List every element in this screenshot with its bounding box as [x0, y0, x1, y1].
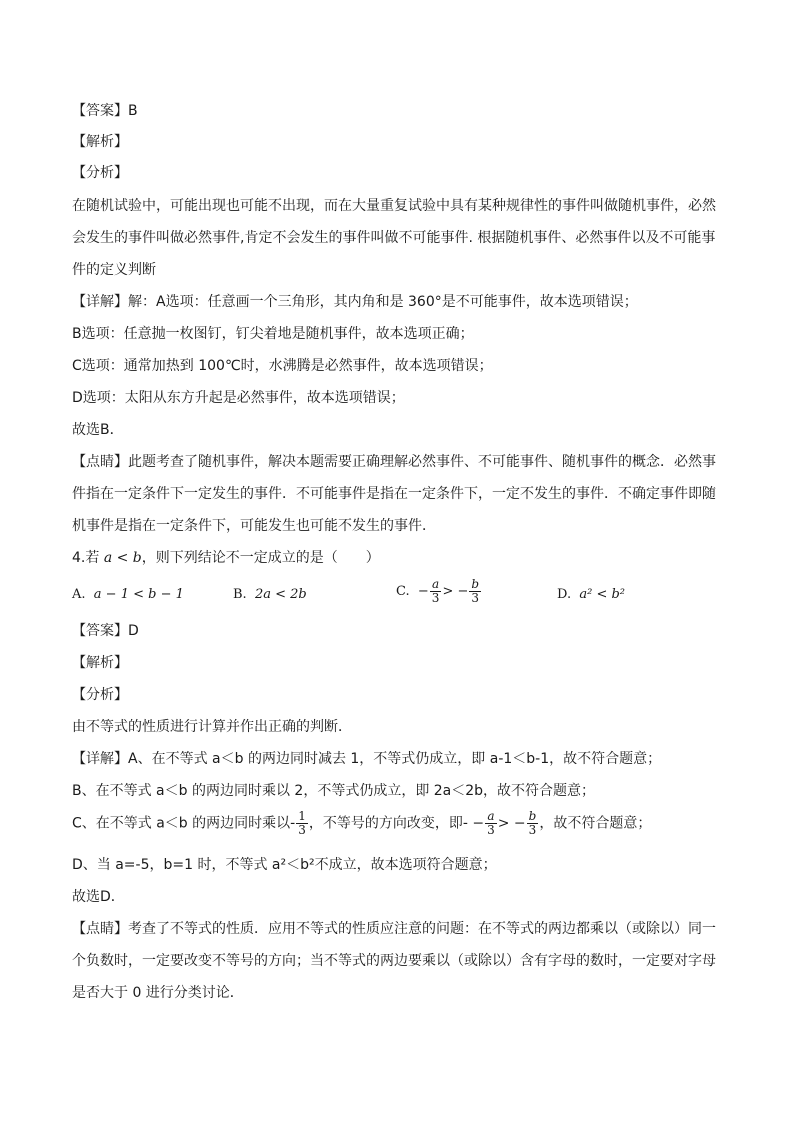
- q3-dianjing-line: 件指在一定条件下一定发生的事件．不可能事件是指在一定条件下，一定不发生的事件．不确定事件即随: [72, 486, 716, 502]
- q3-fenxi-line: 会发生的事件叫做必然事件,肯定不会发生的事件叫做不可能事件. 根据随机事件、必然事件以及不可能事: [72, 230, 716, 246]
- q4-xiangjie-b: B、在不等式 a＜b 的两边同时乘以 2，不等式仍成立，即 2a＜2b，故不符合题意；: [72, 783, 596, 799]
- xiangjie-text: 解：A选项：任意画一个三角形，其内角和是 360°是不可能事件，故本选项错误；: [128, 294, 638, 310]
- q3-fenxi-line: 在随机试验中，可能出现也可能不出现，而在大量重复试验中具有某种规律性的事件叫做随机事件，必然: [72, 198, 716, 214]
- option-b-math: 2a < 2b: [254, 587, 307, 602]
- dianjing-tag: 【点睛】: [72, 921, 128, 937]
- q4-dianjing-line: 是否大于 0 进行分类讨论．: [72, 985, 244, 1001]
- stem-pre: 若: [85, 550, 100, 566]
- q3-conclusion: 故选B．: [72, 422, 124, 438]
- xiangjie-c-post: ，故不符合题意；: [539, 815, 652, 832]
- q4-answer-line: [72, 622, 724, 640]
- dianjing-tag: 【点睛】: [72, 454, 128, 470]
- q4-dianjing-line: [72, 920, 724, 938]
- dianjing-text: 此题考查了随机事件，解决本题需要正确理解必然事件、不可能事件、随机事件的概念．必然事: [128, 454, 716, 470]
- q3-analysis-heading: 【解析】: [72, 134, 128, 150]
- q4-analysis-heading: 【解析】: [72, 655, 128, 671]
- stem-math: a < b: [103, 550, 142, 566]
- option-d-label: D.: [557, 587, 572, 602]
- q3-fenxi-heading: 【分析】: [72, 165, 128, 181]
- q3-dianjing-line: 机事件是指在一定条件下，可能发生也可能不发生的事件．: [72, 518, 436, 534]
- xiangjie-c-fraction-a: $\frac{a}{3}$: [487, 809, 495, 837]
- xiangjie-c-fraction-b: $\frac{b}{3}$: [528, 809, 537, 837]
- q3-xiangjie-line: [72, 293, 724, 311]
- answer-tag: 【答案】: [72, 103, 128, 119]
- option-a: [72, 586, 184, 604]
- one-third-fraction: $\frac{1}{3}$: [298, 809, 306, 837]
- xiangjie-c-mid: ，不等号的方向改变，即-: [308, 815, 468, 832]
- q3-option-explanation: B选项：任意抛一枚图钉，钉尖着地是随机事件，故本选项正确；: [72, 326, 474, 342]
- xiangjie-text: A、在不等式 a＜b 的两边同时减去 1，不等式仍成立，即 a-1＜b-1，故不符合题意；: [128, 751, 662, 767]
- option-c: C. − $\frac{a}{3}$ > − $\frac{b}{3}$: [396, 577, 480, 605]
- xiangjie-tag: 【详解】: [72, 294, 128, 310]
- q4-xiangjie-d: D、当 a=-5，b=1 时，不等式 a²＜b²不成立，故本选项符合题意；: [72, 857, 497, 873]
- q3-dianjing-line: [72, 453, 724, 471]
- xiangjie-tag: 【详解】: [72, 751, 128, 767]
- option-b-label: B.: [233, 587, 247, 602]
- q4-fenxi-heading: 【分析】: [72, 687, 128, 703]
- q3-option-explanation: C选项：通常加热到 100℃时，水沸腾是必然事件，故本选项错误；: [72, 358, 493, 374]
- option-c-label: C.: [396, 584, 410, 599]
- q3-fenxi-line: 件的定义判断: [72, 262, 156, 278]
- dianjing-text: 考查了不等式的性质．应用不等式的性质应注意的问题：在不等式的两边都乘以（或除以）同一: [128, 921, 716, 937]
- option-a-label: A.: [72, 587, 86, 602]
- stem-post: ，则下列结论不一定成立的是（ ）: [141, 550, 380, 566]
- option-c-fraction-a: $\frac{a}{3}$: [431, 577, 440, 605]
- option-d-math: a² < b²: [579, 587, 626, 602]
- option-d: [557, 586, 625, 604]
- xiangjie-c-pre: C、在不等式 a＜b 的两边同时乘以-: [72, 815, 296, 832]
- answer-tag: 【答案】: [72, 623, 128, 639]
- q4-conclusion: 故选D．: [72, 889, 125, 905]
- q4-fenxi-text: 由不等式的性质进行计算并作出正确的判断．: [72, 719, 352, 735]
- answer-value: B: [128, 103, 138, 119]
- q4-dianjing-line: 个负数时，一定要改变不等号的方向；当不等式的两边要乘以（或除以）含有字母的数时，一定要对字母: [72, 953, 716, 969]
- q4-stem: [72, 549, 724, 567]
- option-c-fraction-b: $\frac{b}{3}$: [471, 577, 480, 605]
- option-b: [233, 586, 307, 604]
- question-number: 4.: [72, 550, 86, 566]
- q4-xiangjie-c: C、在不等式 a＜b 的两边同时乘以- $\frac{1}{3}$ ，不等号的方向改变，即- − $\frac{a}{3}$ > − $\frac{b}{3}$ ，故不符合题意；: [72, 809, 652, 837]
- answer-value: D: [128, 623, 139, 639]
- option-a-math: a − 1 < b − 1: [93, 587, 184, 602]
- q4-xiangjie-line: [72, 750, 724, 768]
- q3-option-explanation: D选项：太阳从东方升起是必然事件，故本选项错误；: [72, 390, 405, 406]
- q3-answer-line: [72, 102, 724, 120]
- q4-options-row: [72, 577, 724, 614]
